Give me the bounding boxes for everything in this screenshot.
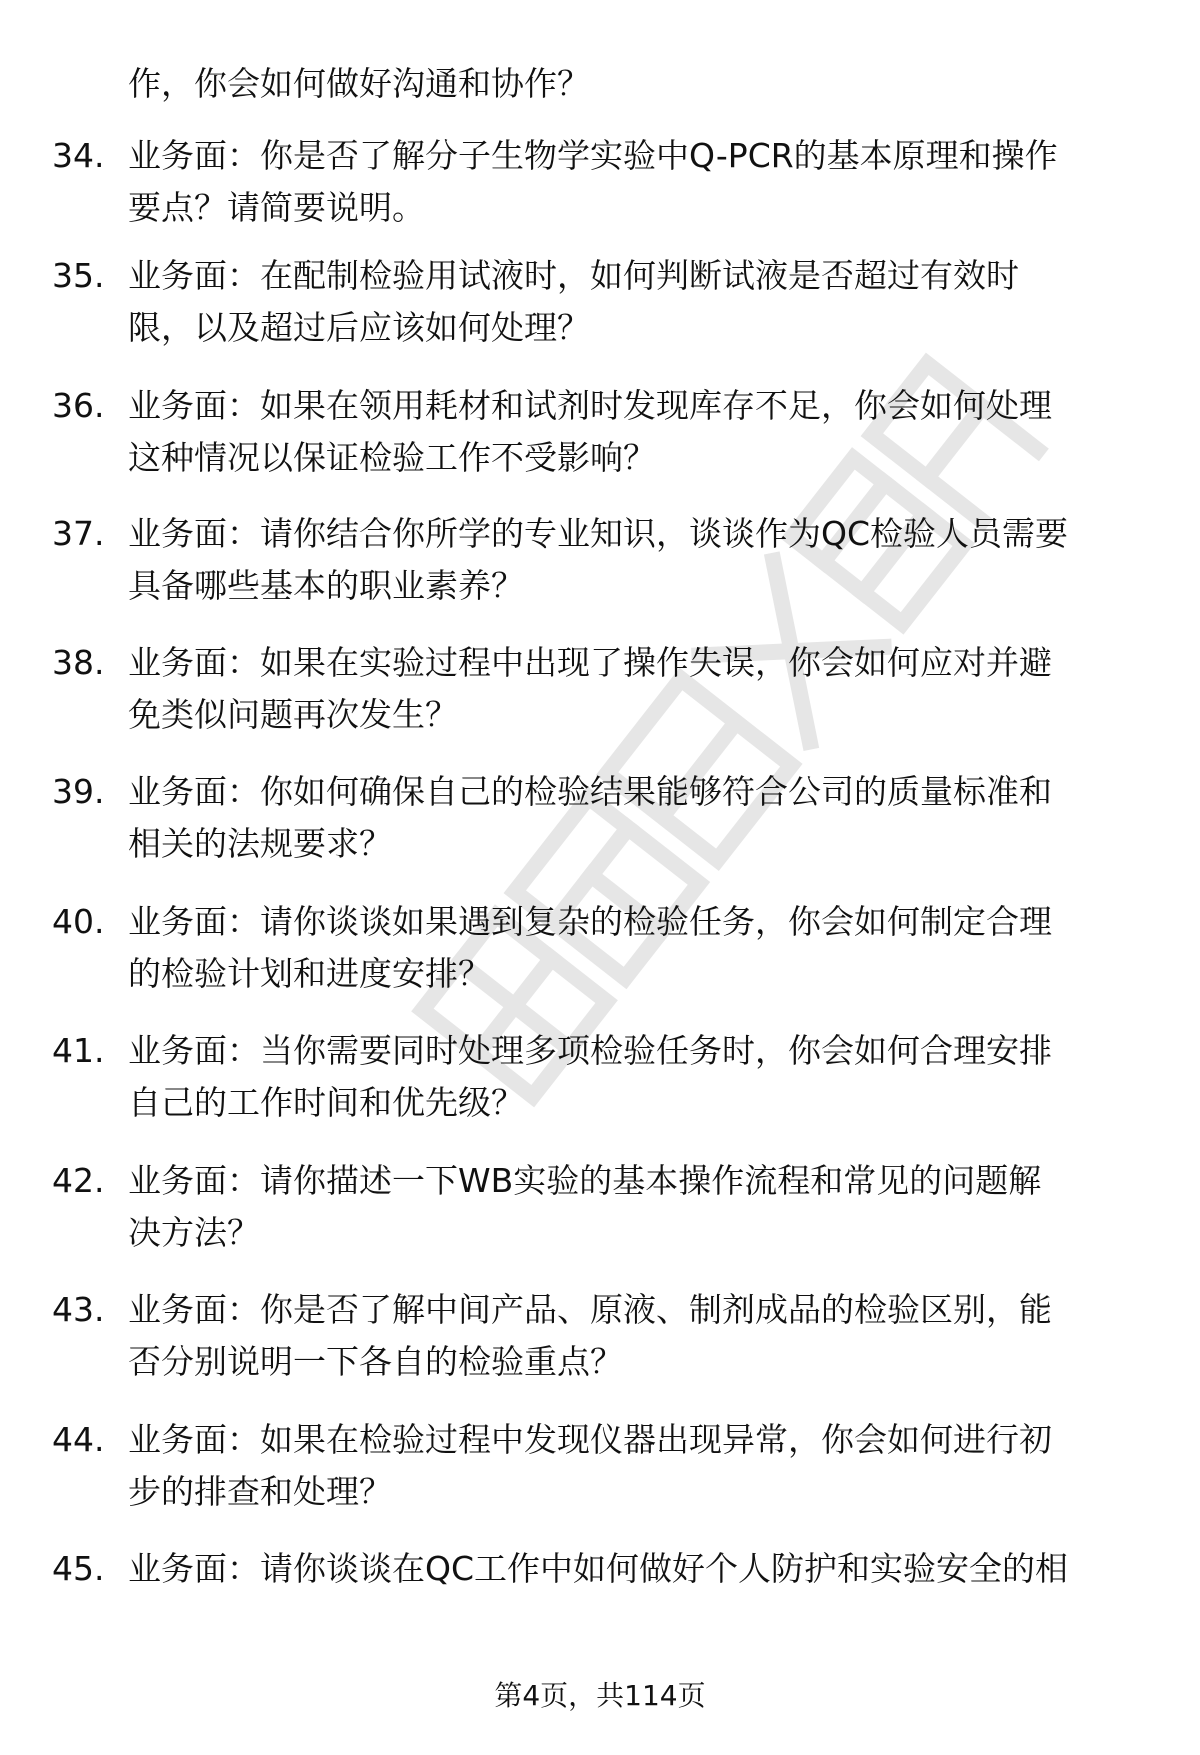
question-number: 44. [52, 1420, 105, 1459]
page-footer: 第4页，共114页 [494, 1679, 706, 1712]
question-item [0, 380, 1200, 484]
question-text [128, 380, 1158, 484]
question-item [0, 130, 1200, 234]
question-text-line: 业务面：你是否了解中间产品、原液、制剂成品的检验区别，能 [128, 1290, 1052, 1329]
question-text-line: 业务面：如果在领用耗材和试剂时发现库存不足，你会如何处理 [128, 386, 1052, 425]
question-text [128, 1025, 1158, 1129]
question-text-line: 免类似问题再次发生？ [128, 695, 458, 734]
question-item [0, 250, 1200, 354]
question-text [128, 896, 1158, 1000]
question-text [128, 1414, 1158, 1518]
question-number: 43. [52, 1290, 105, 1329]
question-text-line: 业务面：当你需要同时处理多项检验任务时，你会如何合理安排 [128, 1031, 1052, 1070]
question-item [0, 1284, 1200, 1388]
question-text [128, 1543, 1158, 1595]
question-text-line: 业务面：请你谈谈如果遇到复杂的检验任务，你会如何制定合理 [128, 902, 1052, 941]
continuation-line: 作，你会如何做好沟通和协作？ [128, 64, 590, 103]
question-number: 35. [52, 256, 105, 295]
question-text-line: 限，以及超过后应该如何处理？ [128, 308, 590, 347]
question-text-line: 决方法？ [128, 1213, 260, 1252]
question-number: 36. [52, 386, 105, 425]
question-text-line: 自己的工作时间和优先级？ [128, 1083, 524, 1122]
question-text-line: 这种情况以保证检验工作不受影响？ [128, 438, 656, 477]
question-text [128, 766, 1158, 870]
question-text-line: 相关的法规要求？ [128, 824, 392, 863]
question-text-line: 业务面：你是否了解分子生物学实验中Q-PCR的基本原理和操作 [128, 136, 1058, 175]
question-text-line: 业务面：如果在检验过程中发现仪器出现异常，你会如何进行初 [128, 1420, 1052, 1459]
question-text-line: 的检验计划和进度安排？ [128, 954, 491, 993]
question-text-line: 否分别说明一下各自的检验重点？ [128, 1342, 623, 1381]
question-text-line: 步的排查和处理？ [128, 1472, 392, 1511]
question-item [0, 1543, 1200, 1647]
question-item [0, 766, 1200, 870]
question-number: 45. [52, 1549, 105, 1588]
question-text [128, 1155, 1158, 1259]
question-text-line: 业务面：如果在实验过程中出现了操作失误，你会如何应对并避 [128, 643, 1052, 682]
question-number: 39. [52, 772, 105, 811]
question-item [0, 1025, 1200, 1129]
question-text-line: 业务面：请你谈谈在QC工作中如何做好个人防护和实验安全的相 [128, 1549, 1069, 1588]
question-text [128, 637, 1158, 741]
question-text-line: 业务面：请你结合你所学的专业知识，谈谈作为QC检验人员需要 [128, 514, 1069, 553]
question-text [128, 508, 1158, 612]
question-text-line: 业务面：在配制检验用试液时，如何判断试液是否超过有效时 [128, 256, 1019, 295]
question-item [0, 1414, 1200, 1518]
question-item [0, 1155, 1200, 1259]
question-item [0, 637, 1200, 741]
question-number: 34. [52, 136, 105, 175]
question-text [128, 250, 1158, 354]
question-text-line: 业务面：请你描述一下WB实验的基本操作流程和常见的问题解 [128, 1161, 1042, 1200]
question-number: 40. [52, 902, 105, 941]
question-text [128, 1284, 1158, 1388]
question-number: 38. [52, 643, 105, 682]
question-item [0, 508, 1200, 612]
question-text [128, 130, 1158, 234]
question-number: 41. [52, 1031, 105, 1070]
question-number: 42. [52, 1161, 105, 1200]
question-text-line: 业务面：你如何确保自己的检验结果能够符合公司的质量标准和 [128, 772, 1052, 811]
question-text-line: 具备哪些基本的职业素养？ [128, 566, 524, 605]
question-number: 37. [52, 514, 105, 553]
question-text-line: 要点？请简要说明。 [128, 188, 425, 227]
question-item [0, 896, 1200, 1000]
